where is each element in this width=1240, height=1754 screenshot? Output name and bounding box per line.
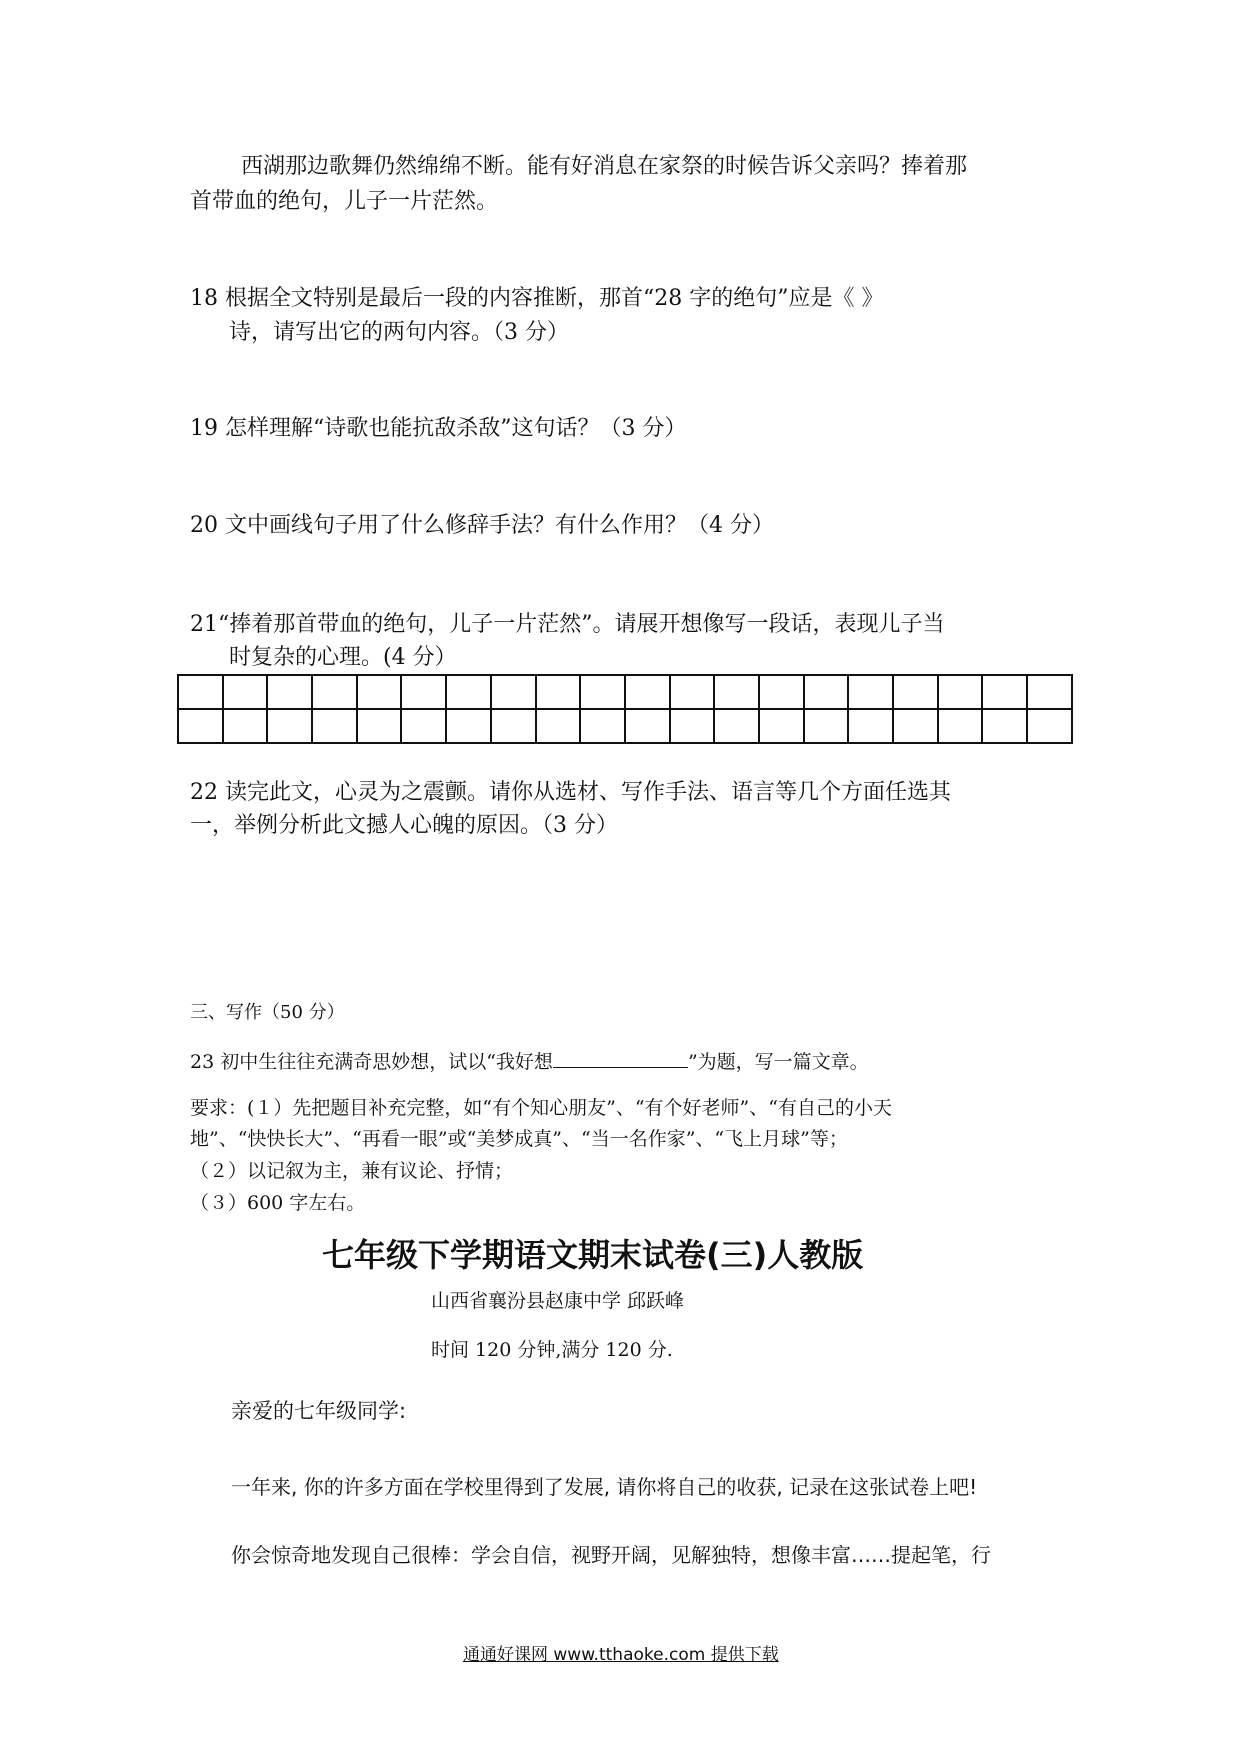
question-20: 20 文中画线句子用了什么修辞手法？有什么作用？（4 分） (190, 513, 774, 538)
question-23 (190, 1047, 869, 1077)
question-21-line-2: 时复杂的心理。(4 分） (229, 645, 457, 670)
answer-grid-row (178, 709, 1072, 743)
exam-author: 山西省襄汾县赵康中学 邱跃峰 (431, 1290, 685, 1312)
passage-line-1: 西湖那边歌舞仍然绵绵不断。能有好消息在家祭的时候告诉父亲吗？捧着那 (241, 154, 968, 179)
question-22-line-2: 一，举例分析此文撼人心魄的原因。（3 分） (190, 813, 618, 838)
title-blank[interactable] (553, 1047, 688, 1068)
answer-grid-row (178, 675, 1072, 709)
answer-grid[interactable] (177, 674, 1073, 744)
intro-line-1: 一年来, 你的许多方面在学校里得到了发展, 请你将自己的收获, 记录在这张试卷上吧! (231, 1475, 978, 1499)
exam-title: 七年级下学期语文期末试卷(三)人教版 (322, 1236, 864, 1274)
question-18-line-2: 诗，请写出它的两句内容。（3 分） (229, 320, 569, 345)
requirement-line-1: 要求：(１）先把题目补充完整，如“有个知心朋友”、“有个好老师”、“有自己的小天 (190, 1097, 892, 1119)
requirement-line-2: 地”、“快快长大”、“再看一眼”或“美梦成真”、“当一名作家”、“飞上月球”等； (190, 1128, 848, 1150)
greeting: 亲爱的七年级同学: (231, 1399, 407, 1423)
requirement-line-3: （２）以记叙为主，兼有议论、抒情； (190, 1160, 514, 1182)
question-23-suffix: ”为题，写一篇文章。 (687, 1051, 869, 1073)
footer-link[interactable]: 通通好课网 www.tthaoke.com 提供下载 (463, 1645, 779, 1665)
question-18-line-1: 18 根据全文特别是最后一段的内容推断，那首“28 字的绝句”应是《 》 (190, 286, 884, 311)
passage-line-2: 首带血的绝句，儿子一片茫然。 (190, 189, 499, 214)
question-19: 19 怎样理解“诗歌也能抗敌杀敌”这句话？（3 分） (190, 416, 687, 441)
intro-line-2: 你会惊奇地发现自己很棒：学会自信，视野开阔，见解独特，想像丰富……提起笔，行 (231, 1543, 991, 1567)
question-23-prefix: 23 初中生往往充满奇思妙想，试以“我好想 (190, 1051, 553, 1073)
requirement-line-4: （３）600 字左右。 (190, 1192, 366, 1214)
question-21-line-1: 21“捧着那首带血的绝句，儿子一片茫然”。请展开想像写一段话，表现儿子当 (190, 612, 945, 637)
exam-time: 时间 120 分钟,满分 120 分. (431, 1339, 673, 1361)
question-22-line-1: 22 读完此文，心灵为之震颤。请你从选材、写作手法、语言等几个方面任选其 (190, 780, 951, 805)
writing-heading: 三、写作（50 分） (190, 1002, 345, 1023)
